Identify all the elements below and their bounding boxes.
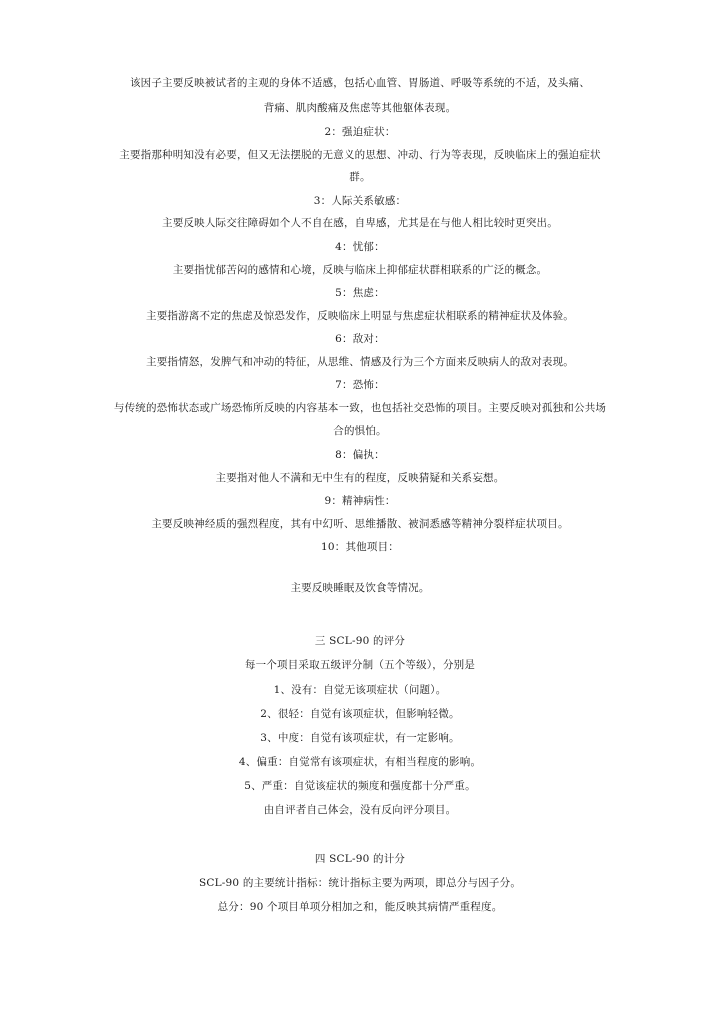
factor2-title: 2：强迫症状： xyxy=(324,126,396,138)
factor5-description: 主要指游离不定的焦虑及惊恐发作，反映临床上明显与焦虑症状相联系的精神症状及体验。 xyxy=(146,310,574,322)
rating-item-2: 2、很轻：自觉有该项症状，但影响轻微。 xyxy=(260,708,460,720)
rating-item-5: 5、严重：自觉该症状的频度和强度都十分严重。 xyxy=(244,780,476,792)
rating-item-4: 4、偏重：自觉常有该项症状，有相当程度的影响。 xyxy=(238,756,482,768)
factor10-title: 10：其他项目： xyxy=(321,541,399,553)
section3-title: 三 SCL-90 的评分 xyxy=(314,635,406,647)
section3-intro: 每一个项目采取五级评分制（五个等级），分别是 xyxy=(244,659,476,671)
factor7-description-cont: 合的惧怕。 xyxy=(333,425,387,437)
rating-item-1: 1、没有：自觉无该项症状（问题）。 xyxy=(273,684,447,696)
rating-note: 由自评者自己体会，没有反向评分项目。 xyxy=(263,804,457,816)
factor6-title: 6：敌对： xyxy=(335,333,385,345)
section4-intro: SCL-90 的主要统计指标：统计指标主要为两项，即总分与因子分。 xyxy=(198,877,522,889)
factor7-description: 与传统的恐怖状态或广场恐怖所反映的内容基本一致，也包括社交恐怖的项目。主要反映对孤独和公共场 xyxy=(113,402,607,414)
factor1-description: 该因子主要反映被试者的主观的身体不适感，包括心血管、胃肠道、呼吸等系统的不适，及头痛、 xyxy=(129,77,591,89)
factor4-description: 主要指忧郁苦闷的感情和心境，反映与临床上抑郁症状群相联系的广泛的概念。 xyxy=(172,264,548,276)
factor3-description: 主要反映人际交往障碍如个人不自在感，自卑感，尤其是在与他人相比较时更突出。 xyxy=(162,217,558,229)
factor9-description: 主要反映神经质的强烈程度，其有中幻听、思维播散、被洞悉感等精神分裂样症状项目。 xyxy=(151,518,569,530)
factor7-title: 7：恐怖： xyxy=(335,379,385,391)
rating-item-3: 3、中度：自觉有该项症状，有一定影响。 xyxy=(260,732,460,744)
factor1-description-cont: 背痛、肌肉酸痛及焦虑等其他躯体表现。 xyxy=(263,102,457,114)
total-score-definition: 总分：90 个项目单项分相加之和，能反映其病情严重程度。 xyxy=(217,901,503,913)
factor6-description: 主要指情怒，发脾气和冲动的特征，从思维、情感及行为三个方面来反映病人的敌对表现。 xyxy=(146,356,574,368)
factor3-title: 3：人际关系敏感： xyxy=(313,195,407,207)
factor2-description-cont: 群。 xyxy=(349,171,371,183)
factor9-title: 9：精神病性： xyxy=(324,495,396,507)
factor8-description: 主要指对他人不满和无中生有的程度，反映猜疑和关系妄想。 xyxy=(215,472,505,484)
factor4-title: 4：忧郁： xyxy=(335,241,385,253)
section4-title: 四 SCL-90 的计分 xyxy=(314,853,406,865)
factor5-title: 5：焦虑： xyxy=(335,287,385,299)
factor10-description: 主要反映睡眠及饮食等情况。 xyxy=(290,582,430,594)
factor2-description: 主要指那种明知没有必要，但又无法摆脱的无意义的思想、冲动、行为等表现，反映临床上的强迫症状 xyxy=(119,149,601,161)
factor8-title: 8：偏执： xyxy=(335,449,385,461)
